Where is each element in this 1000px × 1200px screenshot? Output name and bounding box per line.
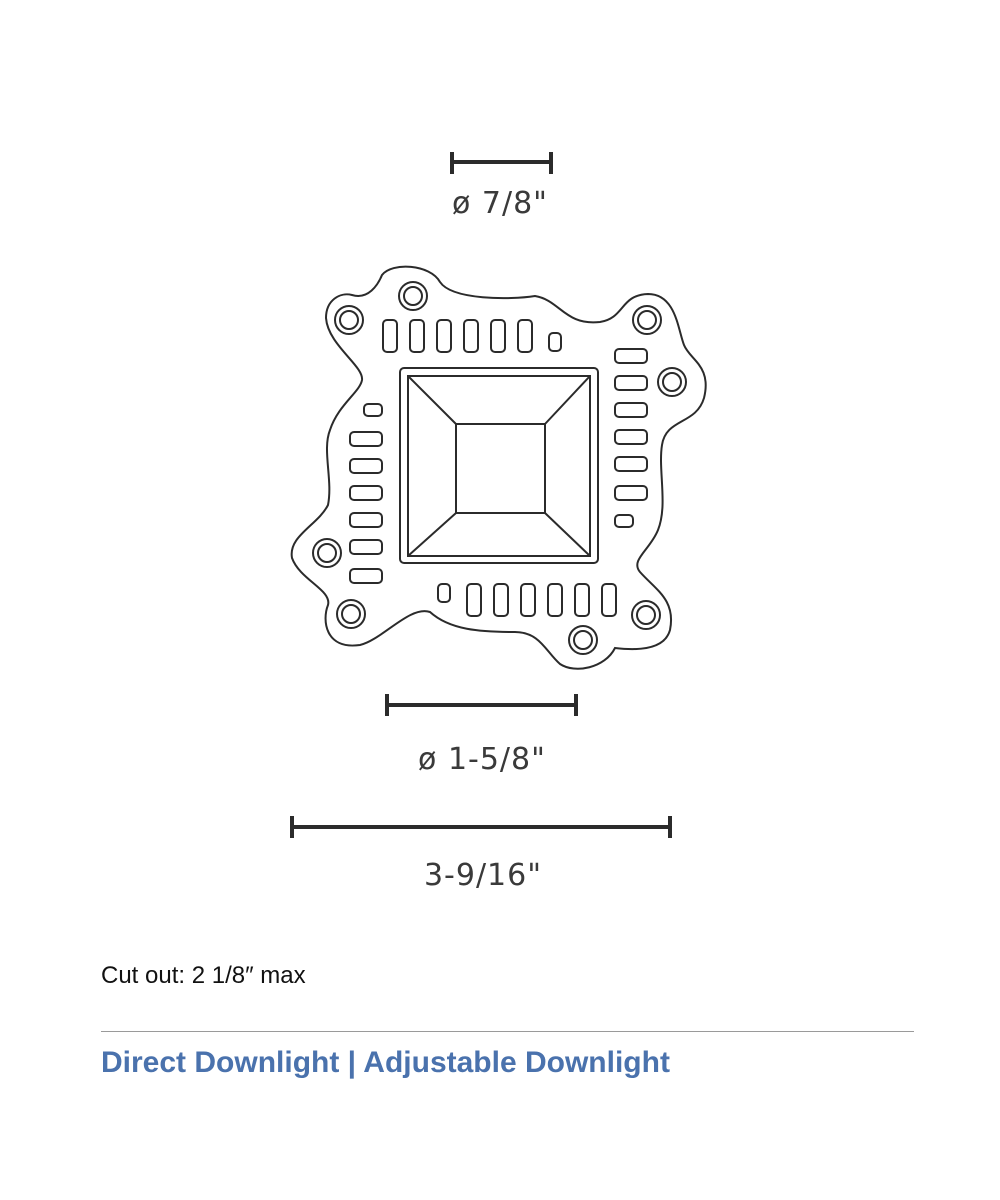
dimension-middle-label: ø 1-5/8": [418, 742, 546, 777]
screw-hole: [337, 600, 365, 628]
direct-downlight-link[interactable]: Direct Downlight: [101, 1046, 340, 1079]
screw-hole: [313, 539, 341, 567]
cutout-note: Cut out: 2 1/8″ max: [101, 962, 306, 989]
product-links: [101, 1046, 670, 1080]
screw-hole: [399, 282, 427, 310]
dimension-overall-label: 3-9/16": [423, 858, 543, 893]
adjustable-downlight-link[interactable]: Adjustable Downlight: [363, 1046, 670, 1079]
dimension-overall: [292, 816, 670, 838]
screw-hole: [632, 601, 660, 629]
screw-hole: [658, 368, 686, 396]
screw-hole: [633, 306, 661, 334]
dimension-middle: [387, 694, 576, 716]
screw-hole: [335, 306, 363, 334]
screw-hole: [569, 626, 597, 654]
divider: [101, 1031, 914, 1032]
vent-slots: [350, 320, 647, 616]
dimension-top: [452, 152, 551, 174]
dimension-top-label: ø 7/8": [452, 186, 548, 221]
link-separator: |: [339, 1046, 364, 1079]
screw-holes: [313, 282, 686, 654]
